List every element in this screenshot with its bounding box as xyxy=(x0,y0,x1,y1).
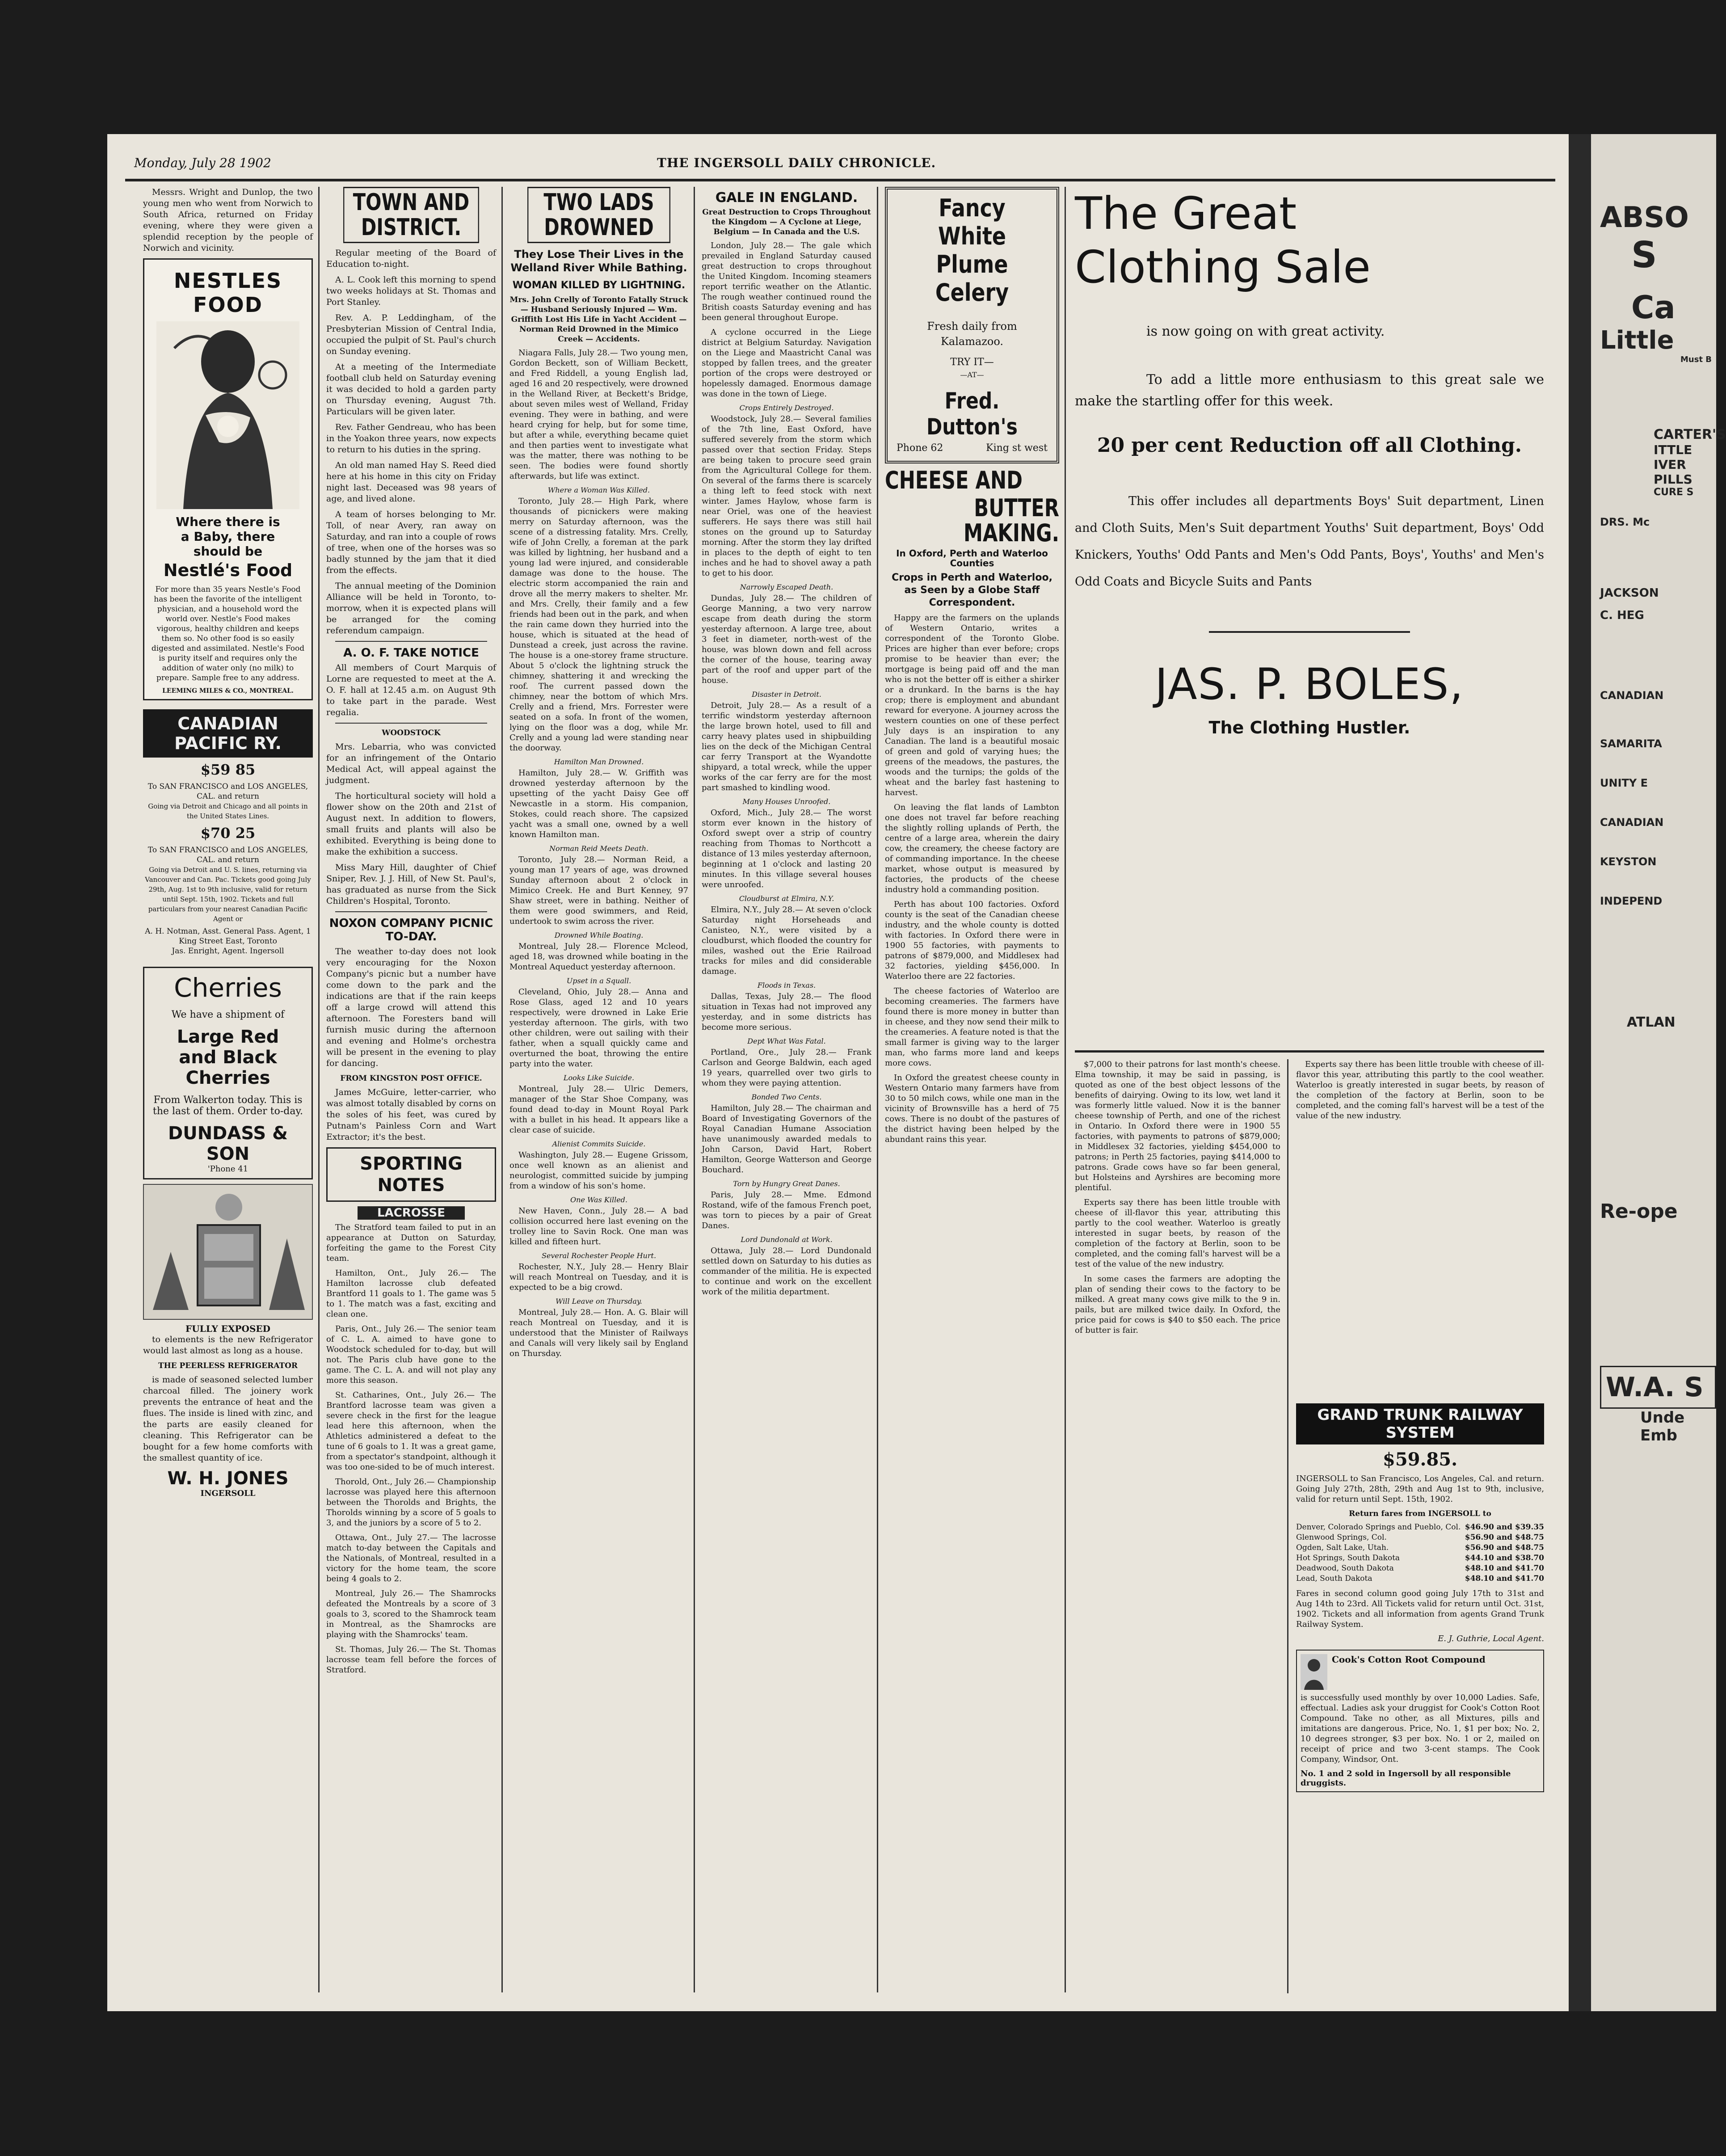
edge-text: ABSO xyxy=(1600,201,1689,234)
story-one-killed: New Haven, Conn., July 28.— A bad collision occurred here last evening on the trolley line to Savin Rock. One man was killed and fifteen hurt. xyxy=(509,1206,688,1246)
clothing-firm: JAS. P. BOLES, xyxy=(1155,659,1464,709)
nestle-ad xyxy=(143,258,313,700)
celery-phone: Phone 62 xyxy=(897,442,943,454)
lacrosse-heading: LACROSSE xyxy=(358,1206,465,1220)
noxon-heading: NOXON COMPANY PICNIC TO-DAY. xyxy=(329,917,493,943)
sporting-item: St. Thomas, July 26.— The St. Thomas lacrosse team fell before the forces of Stratford. xyxy=(326,1645,496,1675)
edge-text: Emb xyxy=(1640,1427,1677,1444)
sporting-item: Thorold, Ont., July 26.— Championship lacrosse was played here this afternoon between the Thorolds and Brights, the Thorolds winning by a score of 5 goals to 3, and the juniors by a score of 5 to 2. xyxy=(326,1477,496,1528)
cherries-phone: 'Phone 41 xyxy=(207,1164,248,1174)
story-alienist: Washington, July 28.— Eugene Grissom, once well known as an alienist and neurologist, committed suicide by jumping from a window of his son's home. xyxy=(509,1150,688,1191)
cherries-line-2: Large Red xyxy=(177,1027,279,1047)
adjacent-page-content xyxy=(1591,134,1726,1444)
grand-trunk-fares-heading: Return fares from INGERSOLL to xyxy=(1349,1509,1491,1518)
column-divider-4 xyxy=(877,187,878,1992)
fare-destination: Lead, South Dakota xyxy=(1296,1574,1372,1583)
nestle-tagline-3: should be xyxy=(193,544,263,559)
town-item: Regular meeting of the Board of Education to-night. xyxy=(326,248,496,269)
column-3 xyxy=(509,187,688,1992)
railway-column xyxy=(1296,1059,1544,1993)
story-elmira: Elmira, N.Y., July 28.— At seven o'clock Saturday night Horseheads and Canisteo, N.Y., were visited by a cloudburst, which flooded the country for miles, washed out the Erie Railroad tracks for miles and did considerable damage. xyxy=(702,905,871,976)
gale-lead: London, July 28.— The gale which prevailed in England Saturday caused great destruction to crops throughout the United Kingdom. Incoming steamers report terrific weather on the Atlantic. The rough weather continued round the British coasts Saturday evening and has been general throughout Europe. xyxy=(702,241,871,322)
column-divider-2 xyxy=(501,187,503,1992)
cherries-line-3: and Black xyxy=(179,1047,277,1068)
cook-compound-body: is successfully used monthly by over 10,000 Ladies. Safe, effectual. Ladies ask your druggist for Cook's Cotton Root Compound. Take no other, as all Mixtures, pills and imitations are dangerous. Price, No. 1, $1 per box; No. 2, 10 degrees stronger, $3 per box. No. 1 or 2, mailed on receipt of price and two 3-cent stamps. The Cook Company, Windsor, Ont. xyxy=(1301,1693,1540,1764)
fridge-town: INGERSOLL xyxy=(200,1489,256,1498)
story-narrow: Dundas, July 28.— The children of George Manning, a two very narrow escape from death during the storm yesterday afternoon. A large tree, about 3 feet in diameter, north-west of the house, was blown down and fell across the corner of the house, tearing away part of the roof and upper part of the house. xyxy=(702,594,871,685)
subhead-houses: Many Houses Unroofed. xyxy=(742,797,831,806)
clothing-rule xyxy=(1209,631,1410,633)
woodstock-item: Mrs. Lebarria, who was convicted for an infringement of the Ontario Medical Act, will appeal against the judgment. xyxy=(326,742,496,785)
newspaper-page xyxy=(107,134,1569,2011)
edge-text: DRS. Mc xyxy=(1600,516,1650,528)
town-item: Rev. A. P. Leddingham, of the Presbyterian Mission of Central India, occupied the pulpit of St. Paul's church on Sunday evening. xyxy=(326,313,496,356)
grand-trunk-agent: E. J. Guthrie, Local Agent. xyxy=(1438,1634,1544,1643)
fare-price: $48.10 and $41.70 xyxy=(1465,1574,1544,1583)
divider xyxy=(335,641,487,642)
cherries-ad xyxy=(143,967,313,1179)
edge-text: IVER xyxy=(1654,457,1686,472)
story-squall: Cleveland, Ohio, July 28.— Anna and Rose Glass, aged 12 and 10 years respectively, were drowned in Lake Erie yesterday afternoon. The girls, with two other children, were out sailing with their father, when a squall quickly came and overturned the boat, throwing the entire party into the water. xyxy=(509,987,688,1069)
two-lads-subhead: They Lose Their Lives in the Welland River While Bathing. xyxy=(510,248,687,274)
subhead-alienist: Alienist Commits Suicide. xyxy=(552,1140,646,1148)
page-gutter xyxy=(1569,134,1591,2011)
cheese-continued-column xyxy=(1075,1059,1280,1993)
fridge-heading: THE PEERLESS REFRIGERATOR xyxy=(158,1361,298,1370)
nestle-body: For more than 35 years Nestle's Food has been the favorite of the intelligent physician, and a household word the world over. Nestle's Food makes vigorous, healthy children and keeps them so. No other food is so easily digested and assimilated. Nestle's Food is purity itself and requires only the addition of water only (no milk) to prepare. Sample free to any address. xyxy=(151,585,305,682)
edge-text: Ca xyxy=(1631,289,1675,326)
cheese-paragraph: Happy are the farmers on the uplands of Western Ontario, writes a correspondent of the Toronto Globe. Prices are higher than ever before; crops promise to be heavier than ever; the mortgage is being paid off and the man who is not the better off is either a shirker or a drunkard. In the barns is the hay crop; there is employment and abundant reward for everyone. A journey across the western counties on one of these perfect July days is an inspiration to any Canadian. The land is a beautiful mosaic of green and gold of varying hues; the greens of the meadows, the pastures, the woods and the turnips; the golds of the wheat and the barley fast hastening to harvest. xyxy=(885,613,1059,797)
cook-compound-title: Cook's Cotton Root Compound xyxy=(1332,1654,1486,1665)
town-item: The annual meeting of the Dominion Alliance will be held in Toronto, to-morrow, when it is expected plans will be arranged for the coming referendum campaign. xyxy=(326,581,496,636)
story-suicide: Montreal, July 28.— Ulric Demers, manager of the Star Shoe Company, was found dead to-day in Mount Royal Park with a bullet in his head. It appears like a clear case of suicide. xyxy=(509,1084,688,1135)
sporting-item: St. Catharines, Ont., July 26.— The Brantford lacrosse team was given a severe check in the first for the league lead here this afternoon, when the Athletics administered a defeat to the tune of 6 goals to 1. It was a great game, from a spectator's standpoint, although it was too one-sided to be of much interest. xyxy=(326,1390,496,1472)
column-divider-6 xyxy=(1287,1059,1288,1993)
subhead-fatal: Dept What Was Fatal. xyxy=(747,1037,826,1045)
story-boating: Montreal, July 28.— Florence Mcleod, aged 18, was drowned while boating in the Montreal Aqueduct yesterday afternoon. xyxy=(509,942,688,972)
subhead-dundonald: Lord Dundonald at Work. xyxy=(741,1235,833,1244)
story-dundonald: Ottawa, July 28.— Lord Dundonald settled down on Saturday to his duties as commander of the militia. He is expected to continue and work on the excellent work of the militia department. xyxy=(702,1246,871,1297)
grand-trunk-banner: GRAND TRUNK RAILWAY SYSTEM xyxy=(1296,1403,1544,1444)
celery-line-1: Fancy White xyxy=(938,194,1006,250)
town-item: An old man named Hay S. Reed died here at his home in this city on Friday night last. Deceased was 98 years of age, and lived alone. xyxy=(326,460,496,504)
edge-text: Must B xyxy=(1680,355,1712,364)
clothing-bottom-rule xyxy=(1075,1050,1544,1053)
two-lads-heading: TWO LADS DROWNED xyxy=(527,187,670,243)
woodstock-item: The horticultural society will hold a flower show on the 20th and 21st of August next. In addition to flowers, small fruits and plants will also be exhibited. Everything is being done to make the exhibition a success. xyxy=(326,791,496,857)
town-item: A team of horses belonging to Mr. Toll, of near Avery, ran away on Saturday, and ran into a couple of rows of tree, when one of the horses was so badly stunned by the jam that it died from the effects. xyxy=(326,510,496,575)
cpr-agent-2: Jas. Enright, Agent. Ingersoll xyxy=(172,947,284,956)
story-houses: Oxford, Mich., July 28.— The worst storm ever known in the history of Oxford swept over a strip of country reaching from Thomas to Northcott a distance of 13 miles yesterday afternoon, beginning at 1 o'clock and lasting 20 minutes. In this village several houses were unroofed. xyxy=(702,808,871,889)
edge-text: S xyxy=(1631,234,1657,276)
lightning-subhead: WOMAN KILLED BY LIGHTNING. xyxy=(512,280,686,291)
cpr-destination-1: To SAN FRANCISCO and LOS ANGELES, CAL. and return xyxy=(147,782,308,801)
subhead-hungry: Torn by Hungry Great Danes. xyxy=(733,1179,840,1188)
celery-line-2: Plume Celery xyxy=(935,250,1009,307)
celery-store: Fred. Dutton's xyxy=(926,388,1018,440)
celery-line-6: —AT— xyxy=(960,371,984,379)
celery-contact xyxy=(892,440,1052,456)
cpr-agent-1: A. H. Notman, Asst. General Pass. Agent, 1 King Street East, Toronto xyxy=(145,927,311,946)
two-lads-deck: Mrs. John Crelly of Toronto Fatally Struck — Husband Seriously Injured — Wm. Griffith Lost His Life in Yacht Accident — Norman Reid Drowned in the Mimico Creek — Accidents. xyxy=(509,295,688,344)
subhead-hamilton: Hamilton Man Drowned. xyxy=(554,758,644,766)
sporting-item: The Stratford team failed to put in an appearance at Dutton on Saturday, forfeiting the game to the Forest City team. xyxy=(326,1223,496,1263)
cheese-paragraph: On leaving the flat lands of Lambton one does not travel far before reaching the slightly rolling uplands of Perth, the centre of a large area, wherein the dairy cow, the creamery, the cheese factory are of commanding importance. In the cheese market, whose output is measured by factories, the products of the cheese industry hold a commanding position. xyxy=(885,803,1059,894)
cherries-line-1: We have a shipment of xyxy=(171,1009,285,1020)
cpr-price-2: $70 25 xyxy=(200,825,256,842)
story-hungry: Paris, July 28.— Mme. Edmond Rostand, wife of the famous French poet, was torn to pieces by a pair of Great Danes. xyxy=(702,1190,871,1230)
cherries-title: Cherries xyxy=(174,973,282,1003)
edge-text: SAMARITA xyxy=(1600,737,1662,750)
story-hamilton: Hamilton, July 28.— W. Griffith was drowned yesterday afternoon by the upsetting of the yacht Daisy Gee off Newcastle in a storm. His companion, Stokes, could reach shore. The capsized yacht was a small one, owned by a well known Hamilton man. xyxy=(509,768,688,839)
adjacent-page-edge xyxy=(1591,134,1726,2011)
town-item: At a meeting of the Intermediate football club held on Saturday evening it was decided to hold a garden party on Thursday evening, August 7th. Particulars will be given later. xyxy=(326,362,496,417)
edge-text: KEYSTON xyxy=(1600,855,1657,868)
subhead-boating: Drowned While Boating. xyxy=(554,931,644,939)
edge-text: ITTLE xyxy=(1654,442,1692,457)
norwich-item: Messrs. Wright and Dunlop, the two young men who went from Norwich to South Africa, returned on Friday evening, where they were given a splendid reception by the people of Norwich and vicinity. xyxy=(143,187,313,253)
edge-text: JACKSON xyxy=(1600,586,1659,600)
gale-deck: Great Destruction to Crops Throughout the Kingdom — A Cyclone at Liege, Belgium — In Canada and the U.S. xyxy=(702,208,871,236)
column-divider-5 xyxy=(1065,187,1066,1992)
sporting-item: Hamilton, Ont., July 26.— The Hamilton lacrosse club defeated Brantford 11 goals to 1. The game was 5 to 1. The match was a fast, exciting and clean one. xyxy=(326,1268,496,1319)
edge-text: CARTER'S xyxy=(1654,427,1726,442)
fare-row xyxy=(1296,1543,1544,1553)
town-item: A. L. Cook left this morning to spend two weeks holidays at St. Thomas and Port Stanley. xyxy=(326,275,496,307)
subhead-medals: Bonded Two Cents. xyxy=(751,1093,822,1101)
fare-destination: Deadwood, South Dakota xyxy=(1296,1564,1394,1573)
subhead-detroit: Disaster in Detroit. xyxy=(752,690,821,699)
gale-liege: A cyclone occurred in the Liege district at Belgium Saturday. Navigation on the Liege and Maastricht Canal was stopped by fallen trees, and the greater portion of the crops were destroyed or hopelessly damaged. Enormous damage was done in the town of Liege. xyxy=(702,328,871,399)
edge-text: INDEPEND xyxy=(1600,895,1663,907)
kingston-item: James McGuire, letter-carrier, who was almost totally disabled by corns on the soles of his feet, was cured by Putnam's Painless Corn and Wart Extractor; it's the best. xyxy=(326,1087,496,1142)
fridge-body-2: is made of seasoned selected lumber charcoal filled. The joinery work prevents the entrance of heat and the flues. The inside is lined with zinc, and the parts are easily cleaned for cleaning. This Refrigerator can be bought for a few home comforts with the smallest quantity of ice. xyxy=(143,1375,313,1463)
edge-text: PILLS xyxy=(1654,472,1692,487)
woodstock-heading: WOODSTOCK xyxy=(382,728,441,737)
story-killed: Toronto, July 28.— High Park, where thousands of picnickers were making merry on Saturday afternoon, was the scene of a distressing fatality. Mrs. Crelly, wife of John Crelly, a foreman at the park was killed by lightning, her husband and a young lad were injured, and considerable damage was done to the house. The electric storm accompanied the rain and drove all the merry makers to shelter. Mr. and Mrs. Crelly, their family and a few friends had been out in the park, and when the rain came down they hurried into the house, which is situated at the head of Dunstead a creek, just across the ravine. The house is a one-storey frame structure. About 5 o'clock the lightning struck the chimney, shattering it and wrecking the roof. The current passed down the chimney, near the bottom of which Mrs. Crelly and a friend, Mrs. Forrester were seated on a sofa. In front of the women, lying on the floor was a dog, while Mr. Crelly and a young lad were standing near the doorway. xyxy=(509,497,688,753)
fare-row xyxy=(1296,1563,1544,1574)
fare-destination: Denver, Colorado Springs and Pueblo, Col. xyxy=(1296,1523,1461,1532)
subhead-rochester: Several Rochester People Hurt. xyxy=(541,1251,657,1260)
edge-text: W.A. S xyxy=(1600,1366,1716,1409)
subhead-narrow: Narrowly Escaped Death. xyxy=(740,583,834,591)
subhead-texas: Floods in Texas. xyxy=(757,981,816,990)
cook-compound-ad xyxy=(1296,1650,1544,1792)
fridge-caption: FULLY EXPOSED xyxy=(185,1323,270,1334)
refrigerator-illustration xyxy=(143,1184,313,1320)
masthead xyxy=(134,156,1542,175)
fare-price: $56.90 and $48.75 xyxy=(1465,1543,1544,1552)
fare-price: $44.10 and $38.70 xyxy=(1465,1554,1544,1562)
gale-heading: GALE IN ENGLAND. xyxy=(715,190,858,206)
cook-compound-header xyxy=(1301,1654,1540,1690)
edge-text: Unde xyxy=(1640,1409,1685,1427)
cpr-banner: CANADIAN PACIFIC RY. xyxy=(143,709,313,758)
cheese-continued-tail: Experts say there has been little trouble with cheese of ill-flavor this year, attributing this partly to the cool weather. Waterloo is greatly interested in sugar beets, by reason of the completion of the factory at Berlin, soon to be completed, and the coming fall's harvest will be a test of the value of the new industry. xyxy=(1296,1060,1544,1120)
cheese-sub-2: Crops in Perth and Waterloo, as Seen by a Globe Staff Correspondent. xyxy=(892,572,1052,608)
cheese-paragraph: Perth has about 100 factories. Oxford county is the seat of the Canadian cheese industry, and the whole county is dotted with factories. In Oxford there were in 1900 55 factories, with payments to patrons of $879,000, and Middlesex had 32 factories, yielding $456,000. In Waterloo there are 22 factories. xyxy=(885,900,1059,981)
cheese-continued-paragraph: Experts say there has been little trouble with cheese of ill-flavor this year, attributing this partly to the cool weather. Waterloo is greatly interested in sugar beets, by reason of the completion of the factory at Berlin, soon to be completed, and the coming fall's harvest will be a test of the value of the new industry. xyxy=(1075,1198,1280,1269)
clothing-paragraph-2: This offer includes all departments Boys' Suit department, Linen and Cloth Suits, Men's Suit department Youths' Suit department, Boys' Odd Knickers, Youths' Odd Pants and Men's Odd Pants, Boys', Youths' and Men's Odd Coats and Bicycle Suits and Pants xyxy=(1075,494,1544,589)
aof-heading: A. O. F. TAKE NOTICE xyxy=(343,646,479,660)
edge-text: CANADIAN xyxy=(1600,816,1664,829)
story-medals: Hamilton, July 28.— The chairman and Board of Investigating Governors of the Royal Canadian Humane Association have unanimously awarded medals to John Carson, David Hart, Robert Hamilton, George Watterson and George Bouchard. xyxy=(702,1103,871,1175)
divider xyxy=(335,723,487,724)
fare-price: $48.10 and $41.70 xyxy=(1465,1564,1544,1573)
clothing-sale-ad xyxy=(1075,187,1544,1036)
sporting-item: Ottawa, Ont., July 27.— The lacrosse match to-day between the Capitals and the Nationals, of Montreal, resulted in a victory for the home team, the score being 4 goals to 2. xyxy=(326,1533,496,1583)
subhead-elmira: Cloudburst at Elmira, N.Y. xyxy=(739,894,834,903)
story-rochester: Rochester, N.Y., July 28.— Henry Blair will reach Montreal on Tuesday, and it is expected to be a big crowd. xyxy=(509,1262,688,1292)
cheese-paragraph: The cheese factories of Waterloo are becoming creameries. The farmers have found there is more money in butter than in cheese, and they now send their milk to the creameries. A feature noted is that the small farmer is giving way to the larger man, who farms more land and keeps more cows. xyxy=(885,986,1059,1068)
fare-row xyxy=(1296,1553,1544,1563)
cherries-firm: DUNDASS & SON xyxy=(168,1123,288,1164)
masthead-rule xyxy=(125,179,1555,181)
aof-notice: All members of Court Marquis of Lorne are requested to meet at the A. O. F. hall at 12.45 a.m. on August 9th to take part in the parade. West regalia. xyxy=(326,663,496,717)
story-crops: Woodstock, July 28.— Several families of the 7th line, East Oxford, have suffered severely from the storm which passed over that section Friday. Steps are being taken to procure seed grain from the Agricultural College for them. On several of the farms there is scarcely a thing left to feed stock with next winter. James Haylow, whose farm is near Oriel, was one of the heaviest sufferers. He says there was still hail stones on the ground up to Saturday morning. After the storm they lay drifted in places to the depth of eight to ten inches and he had to shovel away a path to get to his door. xyxy=(702,414,871,578)
clothing-paragraph-1: To add a little more enthusiasm to this great sale we make the startling offer for this week. xyxy=(1075,372,1544,409)
sporting-item: Montreal, July 26.— The Shamrocks defeated the Montreals by a score of 3 goals to 3, scored to the Shamrock team in Montreal, as the Shamrocks are playing with the Shamrocks' team. xyxy=(326,1589,496,1639)
subhead-suicide: Looks Like Suicide. xyxy=(563,1074,635,1082)
subhead-killed: Where a Woman Was Killed. xyxy=(547,486,650,494)
edge-text: ATLAN xyxy=(1627,1015,1675,1030)
subhead-crops: Crops Entirely Destroyed. xyxy=(739,404,834,412)
two-lads-lead: Niagara Falls, July 28.— Two young men, Gordon Beckett, son of William Beckett, and Fred Riddell, a young English lad, aged 16 and 20 respectively, were drowned in the Welland River, at Beckett's Bridge, about seven miles west of Welland, Friday evening. They were in bathing, and were heard crying for help, but for some time, but after a while, everything became quiet and then parties went to investigate what was the matter, there was nothing to be seen. The bodies were found shortly afterwards, but life was extinct. xyxy=(509,348,688,481)
story-fatal: Portland, Ore., July 28.— Frank Carlson and George Baldwin, each aged 19 years, quarrelled over two girls to whom they were paying attention. xyxy=(702,1048,871,1088)
clothing-lead: is now going on with great activity. xyxy=(1146,324,1385,339)
edge-text: C. HEG xyxy=(1600,609,1644,622)
column-2 xyxy=(326,187,496,1992)
column-5 xyxy=(885,187,1059,1992)
subhead-thursday: Will Leave on Thursday. xyxy=(556,1297,642,1305)
cheese-heading-2: BUTTER MAKING. xyxy=(964,494,1059,547)
clothing-offer: 20 per cent Reduction off all Clothing. xyxy=(1097,434,1522,457)
clothing-title-1: The Great xyxy=(1075,187,1297,240)
clothing-title-2: Clothing Sale xyxy=(1075,241,1371,293)
nestle-tagline-1: Where there is xyxy=(176,514,280,529)
fare-row xyxy=(1296,1522,1544,1533)
lady-portrait-icon xyxy=(1301,1654,1327,1690)
sporting-item: Paris, Ont., July 26.— The senior team of C. L. A. aimed to have gone to Woodstock scheduled for to-day, but will not. The Paris club have gone to the game. The C. L. A. and will not play any more this season. xyxy=(326,1324,496,1385)
subhead-reid: Norman Reid Meets Death. xyxy=(549,844,649,853)
story-detroit: Detroit, July 28.— As a result of a terrific windstorm yesterday afternoon the large brown hotel, used to fill and carry heavy plates used in shipbuilding lies on the deck of the Michigan Central car ferry Transport at the Wyandotte shipyard, a total wreck, while the upper works of the car ferry are for the most part smashed to kindling wood. xyxy=(702,701,871,792)
divider xyxy=(335,911,487,912)
cheese-paragraph: In Oxford the greatest cheese county in Western Ontario many farmers have from 30 to 50 milch cows, while one man in the vicinity of Brownsville has a herd of 75 cows. There is no doubt of the pastures of the district having been helped by the abundant rains this year. xyxy=(885,1073,1059,1144)
cheese-heading-1: CHEESE AND xyxy=(885,466,1023,494)
paper-title: THE INGERSOLL DAILY CHRONICLE. xyxy=(657,156,936,170)
celery-line-5: TRY IT— xyxy=(950,357,994,368)
column-divider-3 xyxy=(694,187,695,1992)
subhead-squall: Upset in a Squall. xyxy=(566,977,631,985)
grand-trunk-note: Fares in second column good going July 17th to 31st and Aug 14th to 23rd. All Tickets valid for return until Oct. 31st, 1902. Tickets and all information from agents Grand Trunk Railway System. xyxy=(1296,1589,1544,1629)
cpr-note-1: Going via Detroit and Chicago and all points in the United States Lines. xyxy=(148,802,308,820)
fare-destination: Ogden, Salt Lake, Utah. xyxy=(1296,1543,1389,1552)
nestle-footer: LEEMING MILES & CO., MONTREAL. xyxy=(162,687,294,695)
story-texas: Dallas, Texas, July 28.— The flood situation in Texas had not improved any yesterday, and in some districts has become more serious. xyxy=(702,992,871,1032)
fare-row xyxy=(1296,1533,1544,1543)
fridge-seller: W. H. JONES xyxy=(167,1468,289,1489)
nestle-tagline-2: a Baby, there xyxy=(181,529,275,544)
cheese-sub-1: In Oxford, Perth and Waterloo Counties xyxy=(896,548,1048,568)
cherries-line-5: From Walkerton today. This is the last of them. Order to-day. xyxy=(153,1095,303,1117)
fare-price: $56.90 and $48.75 xyxy=(1465,1533,1544,1542)
fare-table xyxy=(1296,1522,1544,1584)
edge-text: Little xyxy=(1600,326,1674,355)
nestle-brand: Nestlé's Food xyxy=(163,560,293,580)
edge-text: CANADIAN xyxy=(1600,689,1664,702)
grand-trunk-intro: INGERSOLL to San Francisco, Los Angeles, Cal. and return. Going July 27th, 28th, 29th and Aug 1st to 9th, inclusive, valid for return until Sept. 15th, 1902. xyxy=(1296,1474,1544,1504)
column-4 xyxy=(702,187,871,1992)
nestle-title: NESTLES FOOD xyxy=(173,269,282,317)
story-reid: Toronto, July 28.— Norman Reid, a young man 17 years of age, was drowned Sunday afternoon about 2 o'clock in Mimico Creek. He and Burt Kenney, 97 Shaw street, were in bathing. Neither of them were good swimmers, and Reid, undertook to swim across the river. xyxy=(509,855,688,926)
refrigerator-sketch xyxy=(144,1185,312,1317)
cheese-continued-paragraph: $7,000 to their patrons for last month's cheese. Elma township, it may be said in passing, is quoted as one of the best object lessons of the benefits of dairying. Owing to its low, wet land it was formerly little valued. Now it is the banner cheese township of Perth, and one of the richest in Ontario. In Oxford there were in 1900 55 factories, with payments to patrons of $879,000; in Middlesex 32 factories, yielding $454,000 to patrons; in Perth 25 factories, paying $414,000 to patrons. Grade cows have so far been general, but Holsteins and Ayrshires are becoming more plentiful. xyxy=(1075,1060,1280,1192)
celery-line-3: Fresh daily from xyxy=(927,320,1017,333)
cook-compound-footer: No. 1 and 2 sold in Ingersoll by all responsible druggists. xyxy=(1301,1769,1511,1788)
town-district-heading: TOWN AND DISTRICT. xyxy=(343,187,479,243)
celery-line-4: Kalamazoo. xyxy=(940,335,1004,348)
subhead-one-killed: One Was Killed. xyxy=(570,1196,627,1204)
town-item: Rev. Father Gendreau, who has been in the Yoakon three years, now expects to return to his duties in the spring. xyxy=(326,422,496,455)
column-divider-1 xyxy=(318,187,320,1992)
edge-text: Re-ope xyxy=(1600,1200,1678,1223)
grand-trunk-price: $59.85. xyxy=(1382,1449,1457,1470)
edge-text: CURE S xyxy=(1654,487,1694,498)
column-1 xyxy=(143,187,313,1992)
noxon-item: The weather to-day does not look very encouraging for the Noxon Company's picnic but a number have come down to the park and the indications are that if the rain keeps off a large crowd will attend this afternoon. The Foresters band will furnish music during the afternoon and evening and Holme's orchestra will be present in the evening to play for dancing. xyxy=(326,947,496,1068)
celery-ad xyxy=(885,187,1059,463)
fare-destination: Hot Springs, South Dakota xyxy=(1296,1554,1400,1562)
cpr-destination-2: To SAN FRANCISCO and LOS ANGELES, CAL. and return xyxy=(147,846,308,864)
mother-and-baby-illustration xyxy=(156,321,299,509)
cherries-line-4: Cherries xyxy=(185,1068,270,1088)
celery-address: King st west xyxy=(986,442,1048,454)
sporting-notes-heading: SPORTING NOTES xyxy=(326,1147,496,1202)
fridge-body: to elements is the new Refrigerator would last almost as long as a house. xyxy=(143,1335,313,1356)
cpr-note-2: Going via Detroit and U. S. lines, returning via Vancouver and Can. Pac. Tickets good going July 29th, Aug. 1st to 9th inclusive, valid for return until Sept. 15th, 1902. Tickets and full particulars from your nearest Canadian Pacific Agent or xyxy=(145,866,311,923)
fare-destination: Glenwood Springs, Col. xyxy=(1296,1533,1387,1542)
woodstock-item: Miss Mary Hill, daughter of Chief Sniper, Rev. J. J. Hill, of New St. Paul's, has graduated as nurse from the Sick Children's Hospital, Toronto. xyxy=(326,863,496,906)
fare-row xyxy=(1296,1574,1544,1584)
story-thursday: Montreal, July 28.— Hon. A. G. Blair will reach Montreal on Tuesday, and it is understood that the Minister of Railways and Canals will very likely sail by England on Thursday. xyxy=(509,1308,688,1358)
fare-price: $46.90 and $39.35 xyxy=(1465,1523,1544,1532)
cheese-continued-paragraph: In some cases the farmers are adopting the plan of sending their cows to the factory to be milked. A great many cows give milk to the 9 in. pails, but are milked twice daily. In Oxford, the price paid for cows is $40 to $50 each. The price of butter is fair. xyxy=(1075,1274,1280,1335)
edge-text: UNITY E xyxy=(1600,777,1648,789)
kingston-heading: FROM KINGSTON POST OFFICE. xyxy=(340,1074,482,1083)
clothing-tag: The Clothing Hustler. xyxy=(1208,718,1410,737)
cpr-price-1: $59 85 xyxy=(200,761,256,778)
issue-date: Monday, July 28 1902 xyxy=(134,156,271,170)
